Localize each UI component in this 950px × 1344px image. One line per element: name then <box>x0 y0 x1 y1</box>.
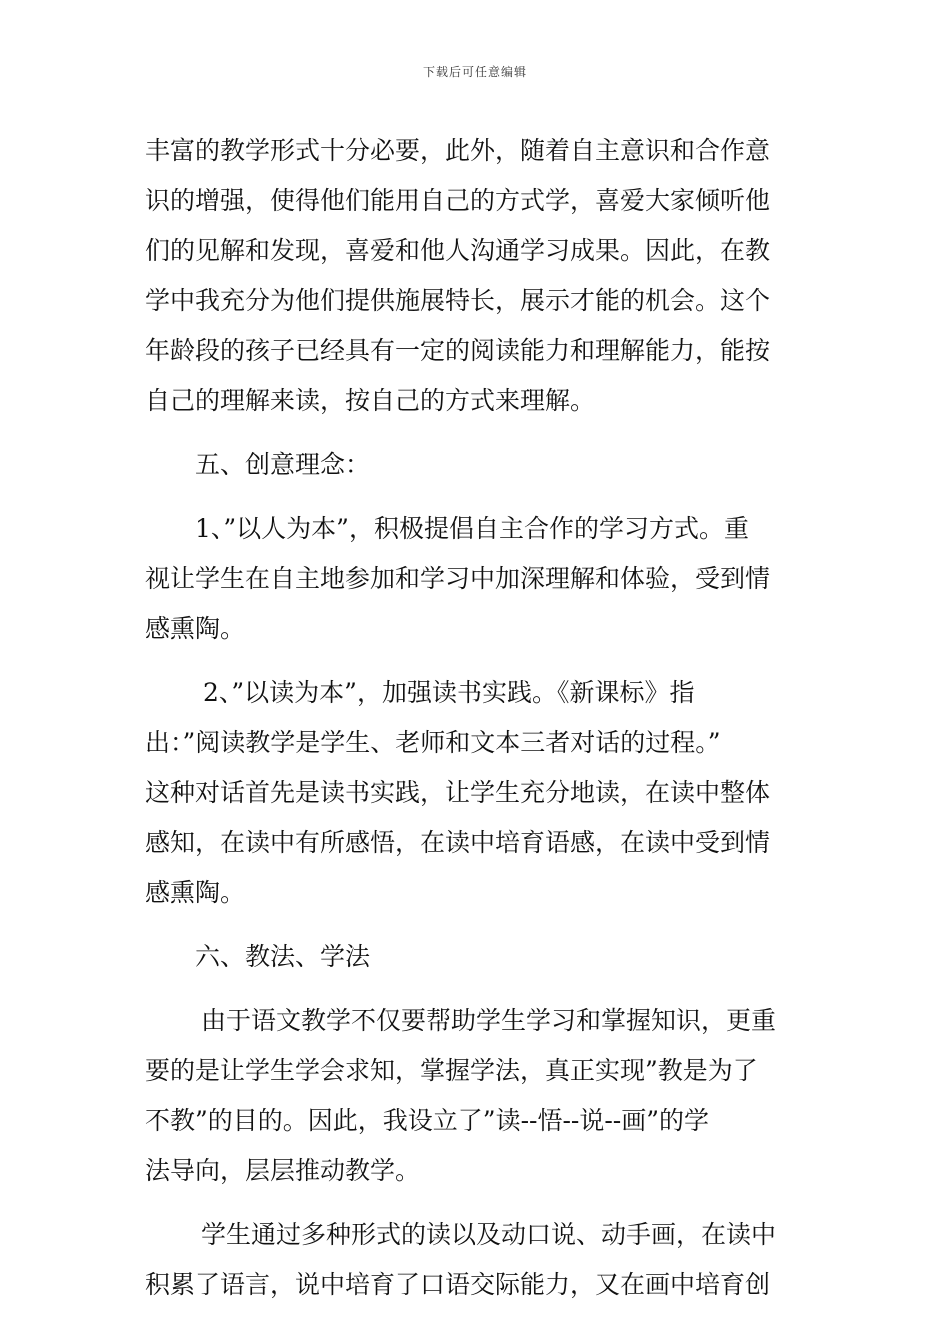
text-line: 学生通过多种形式的读以及动口说、动手画，在读中 <box>201 1220 777 1249</box>
paragraph-point-1 <box>145 504 810 654</box>
text-line: 感知，在读中有所感悟，在读中培育语感，在读中受到情 <box>145 828 771 857</box>
text-line: 丰富的教学形式十分必要，此外，随着自主意识和合作意 <box>145 136 771 165</box>
text-line: 2、”以读为本”，加强读书实践。《新课标》指 <box>203 678 695 707</box>
text-line: 们的见解和发现，喜爱和他人沟通学习成果。因此，在教 <box>145 236 771 265</box>
text-line: 这种对话首先是读书实践，让学生充分地读，在读中整体 <box>145 778 771 807</box>
paragraph-intro <box>145 126 810 426</box>
paragraph-students <box>145 1210 810 1310</box>
paragraph-methods <box>145 996 810 1196</box>
heading-line: 六、教法、学法 <box>195 942 371 971</box>
text-line: 感熏陶。 <box>145 614 246 643</box>
page-header: 下载后可任意编辑 <box>422 65 527 79</box>
text-line: 由于语文教学不仅要帮助学生学习和掌握知识，更重 <box>201 1006 777 1035</box>
text-line: 要的是让学生学会求知，掌握学法，真正实现”教是为了 <box>145 1056 758 1085</box>
text-line: 学中我充分为他们提供施展特长，展示才能的机会。这个 <box>145 286 771 315</box>
text-line: 1、”以人为本”，积极提倡自主合作的学习方式。重 <box>195 514 749 543</box>
heading-line: 五、创意理念： <box>195 450 371 479</box>
paragraph-point-2 <box>145 668 810 918</box>
text-line: 年龄段的孩子已经具有一定的阅读能力和理解能力，能按 <box>145 336 771 365</box>
text-line: 视让学生在自主地参加和学习中加深理解和体验，受到情 <box>145 564 771 593</box>
text-line: 识的增强，使得他们能用自己的方式学，喜爱大家倾听他 <box>145 186 771 215</box>
text-line: 积累了语言，说中培育了口语交际能力，又在画中培育创 <box>145 1270 771 1299</box>
text-line: 法导向，层层推动教学。 <box>145 1156 421 1185</box>
text-line: 不教”的目的。因此，我设立了”读--悟--说--画”的学 <box>145 1106 710 1135</box>
section-heading-methods <box>145 932 810 982</box>
document-body <box>145 126 810 1310</box>
section-heading-creative-concept <box>145 440 810 490</box>
text-line: 自己的理解来读，按自己的方式来理解。 <box>145 386 596 415</box>
text-line: 感熏陶。 <box>145 878 246 907</box>
text-line: 出：”阅读教学是学生、老师和文本三者对话的过程。” <box>145 728 721 757</box>
